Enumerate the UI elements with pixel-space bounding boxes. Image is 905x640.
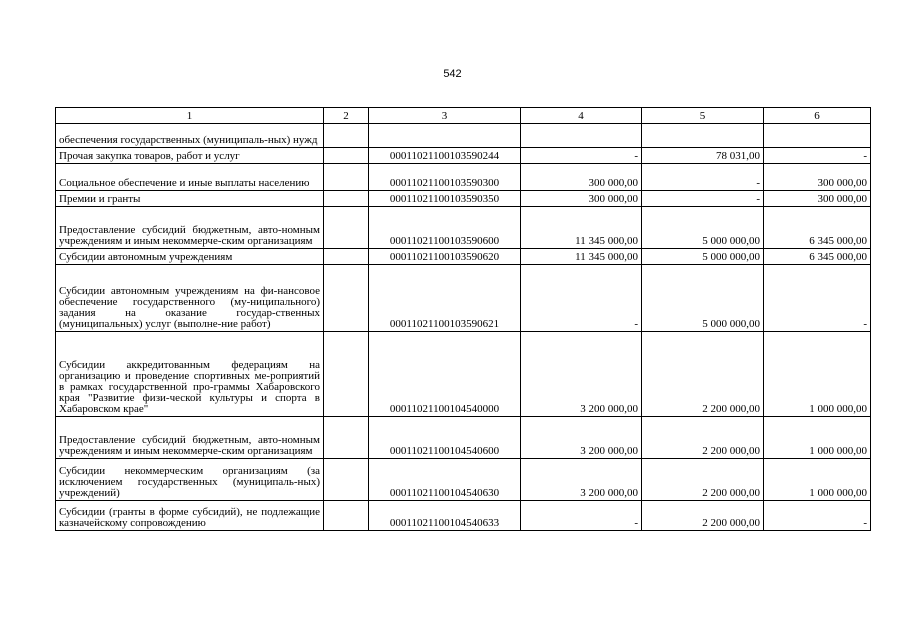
row-col2-cell (324, 124, 369, 148)
budget-table (55, 107, 871, 531)
table-row (56, 249, 871, 265)
row-value-6-cell: 1 000 000,00 (764, 332, 871, 417)
row-col2-cell (324, 501, 369, 531)
row-value-4-cell: 3 200 000,00 (521, 459, 642, 501)
row-value-5-cell: 78 031,00 (642, 148, 764, 164)
row-value-5-cell: 2 200 000,00 (642, 459, 764, 501)
row-value-4-cell: - (521, 501, 642, 531)
column-header-6: 6 (764, 108, 871, 124)
table-row (56, 332, 871, 417)
row-name-cell: Премии и гранты (56, 191, 324, 207)
row-value-4-cell: - (521, 265, 642, 332)
row-name-cell: Прочая закупка товаров, работ и услуг (56, 148, 324, 164)
row-value-5-cell: 5 000 000,00 (642, 207, 764, 249)
row-code-cell: 00011021100104540630 (369, 459, 521, 501)
row-name-cell: Субсидии некоммерческим организациям (за исключением государственных (муниципаль-ных) учреждений) (56, 459, 324, 501)
row-value-5-cell: 2 200 000,00 (642, 332, 764, 417)
row-col2-cell (324, 332, 369, 417)
row-code-cell: 00011021100103590244 (369, 148, 521, 164)
row-col2-cell (324, 164, 369, 191)
row-value-6-cell: 300 000,00 (764, 164, 871, 191)
column-header-4: 4 (521, 108, 642, 124)
row-name-cell: Субсидии (гранты в форме субсидий), не подлежащие казначейскому сопровождению (56, 501, 324, 531)
row-value-5-cell: - (642, 164, 764, 191)
row-code-cell: 00011021100103590350 (369, 191, 521, 207)
row-value-4-cell: 11 345 000,00 (521, 207, 642, 249)
table-row (56, 164, 871, 191)
row-value-6-cell (764, 124, 871, 148)
row-value-5-cell (642, 124, 764, 148)
row-name-cell: Субсидии автономным учреждениям на фи-нансовое обеспечение государственного (му-ниципального) задания на оказание государ-ственных (муниципальных) услуг (выполне-ние работ) (56, 265, 324, 332)
row-value-6-cell: 6 345 000,00 (764, 249, 871, 265)
row-col2-cell (324, 249, 369, 265)
header-row (56, 108, 871, 124)
column-header-1: 1 (56, 108, 324, 124)
row-code-cell: 00011021100103590620 (369, 249, 521, 265)
row-value-4-cell (521, 124, 642, 148)
row-code-cell: 00011021100103590600 (369, 207, 521, 249)
row-value-6-cell: - (764, 265, 871, 332)
row-value-4-cell: 3 200 000,00 (521, 417, 642, 459)
table-body (56, 124, 871, 531)
table-row (56, 207, 871, 249)
row-code-cell (369, 124, 521, 148)
table-row (56, 459, 871, 501)
row-name-cell: Предоставление субсидий бюджетным, авто-номным учреждениям и иным некоммерче-ским организациям (56, 417, 324, 459)
row-value-6-cell: 6 345 000,00 (764, 207, 871, 249)
row-col2-cell (324, 459, 369, 501)
table-row (56, 417, 871, 459)
row-code-cell: 00011021100103590300 (369, 164, 521, 191)
row-value-4-cell: 3 200 000,00 (521, 332, 642, 417)
row-value-4-cell: 300 000,00 (521, 164, 642, 191)
row-value-5-cell: 5 000 000,00 (642, 249, 764, 265)
table-row (56, 191, 871, 207)
row-code-cell: 00011021100104540600 (369, 417, 521, 459)
row-value-6-cell: - (764, 501, 871, 531)
table-row (56, 265, 871, 332)
row-value-6-cell: 300 000,00 (764, 191, 871, 207)
row-value-5-cell: 2 200 000,00 (642, 501, 764, 531)
row-value-5-cell: - (642, 191, 764, 207)
table-header (56, 108, 871, 124)
row-value-5-cell: 5 000 000,00 (642, 265, 764, 332)
table-row (56, 501, 871, 531)
page-number: 542 (443, 68, 462, 80)
row-name-cell: Субсидии аккредитованным федерациям на организацию и проведение спортивных ме-роприятий в рамках государственной про-граммы Хабаровского края "Развитие физи-ческой культуры и спорта в Хабаровском крае" (56, 332, 324, 417)
column-header-5: 5 (642, 108, 764, 124)
row-value-4-cell: - (521, 148, 642, 164)
row-name-cell: Субсидии автономным учреждениям (56, 249, 324, 265)
row-name-cell: обеспечения государственных (муниципаль-ных) нужд (56, 124, 324, 148)
row-value-4-cell: 300 000,00 (521, 191, 642, 207)
row-name-cell: Предоставление субсидий бюджетным, авто-номным учреждениям и иным некоммерче-ским организациям (56, 207, 324, 249)
row-col2-cell (324, 148, 369, 164)
row-name-cell: Социальное обеспечение и иные выплаты населению (56, 164, 324, 191)
row-value-4-cell: 11 345 000,00 (521, 249, 642, 265)
row-value-6-cell: 1 000 000,00 (764, 459, 871, 501)
row-col2-cell (324, 207, 369, 249)
column-header-2: 2 (324, 108, 369, 124)
table-row (56, 148, 871, 164)
row-value-6-cell: 1 000 000,00 (764, 417, 871, 459)
row-code-cell: 00011021100103590621 (369, 265, 521, 332)
row-value-6-cell: - (764, 148, 871, 164)
row-code-cell: 00011021100104540633 (369, 501, 521, 531)
row-value-5-cell: 2 200 000,00 (642, 417, 764, 459)
row-code-cell: 00011021100104540000 (369, 332, 521, 417)
column-header-3: 3 (369, 108, 521, 124)
row-col2-cell (324, 191, 369, 207)
row-col2-cell (324, 417, 369, 459)
table-row (56, 124, 871, 148)
row-col2-cell (324, 265, 369, 332)
